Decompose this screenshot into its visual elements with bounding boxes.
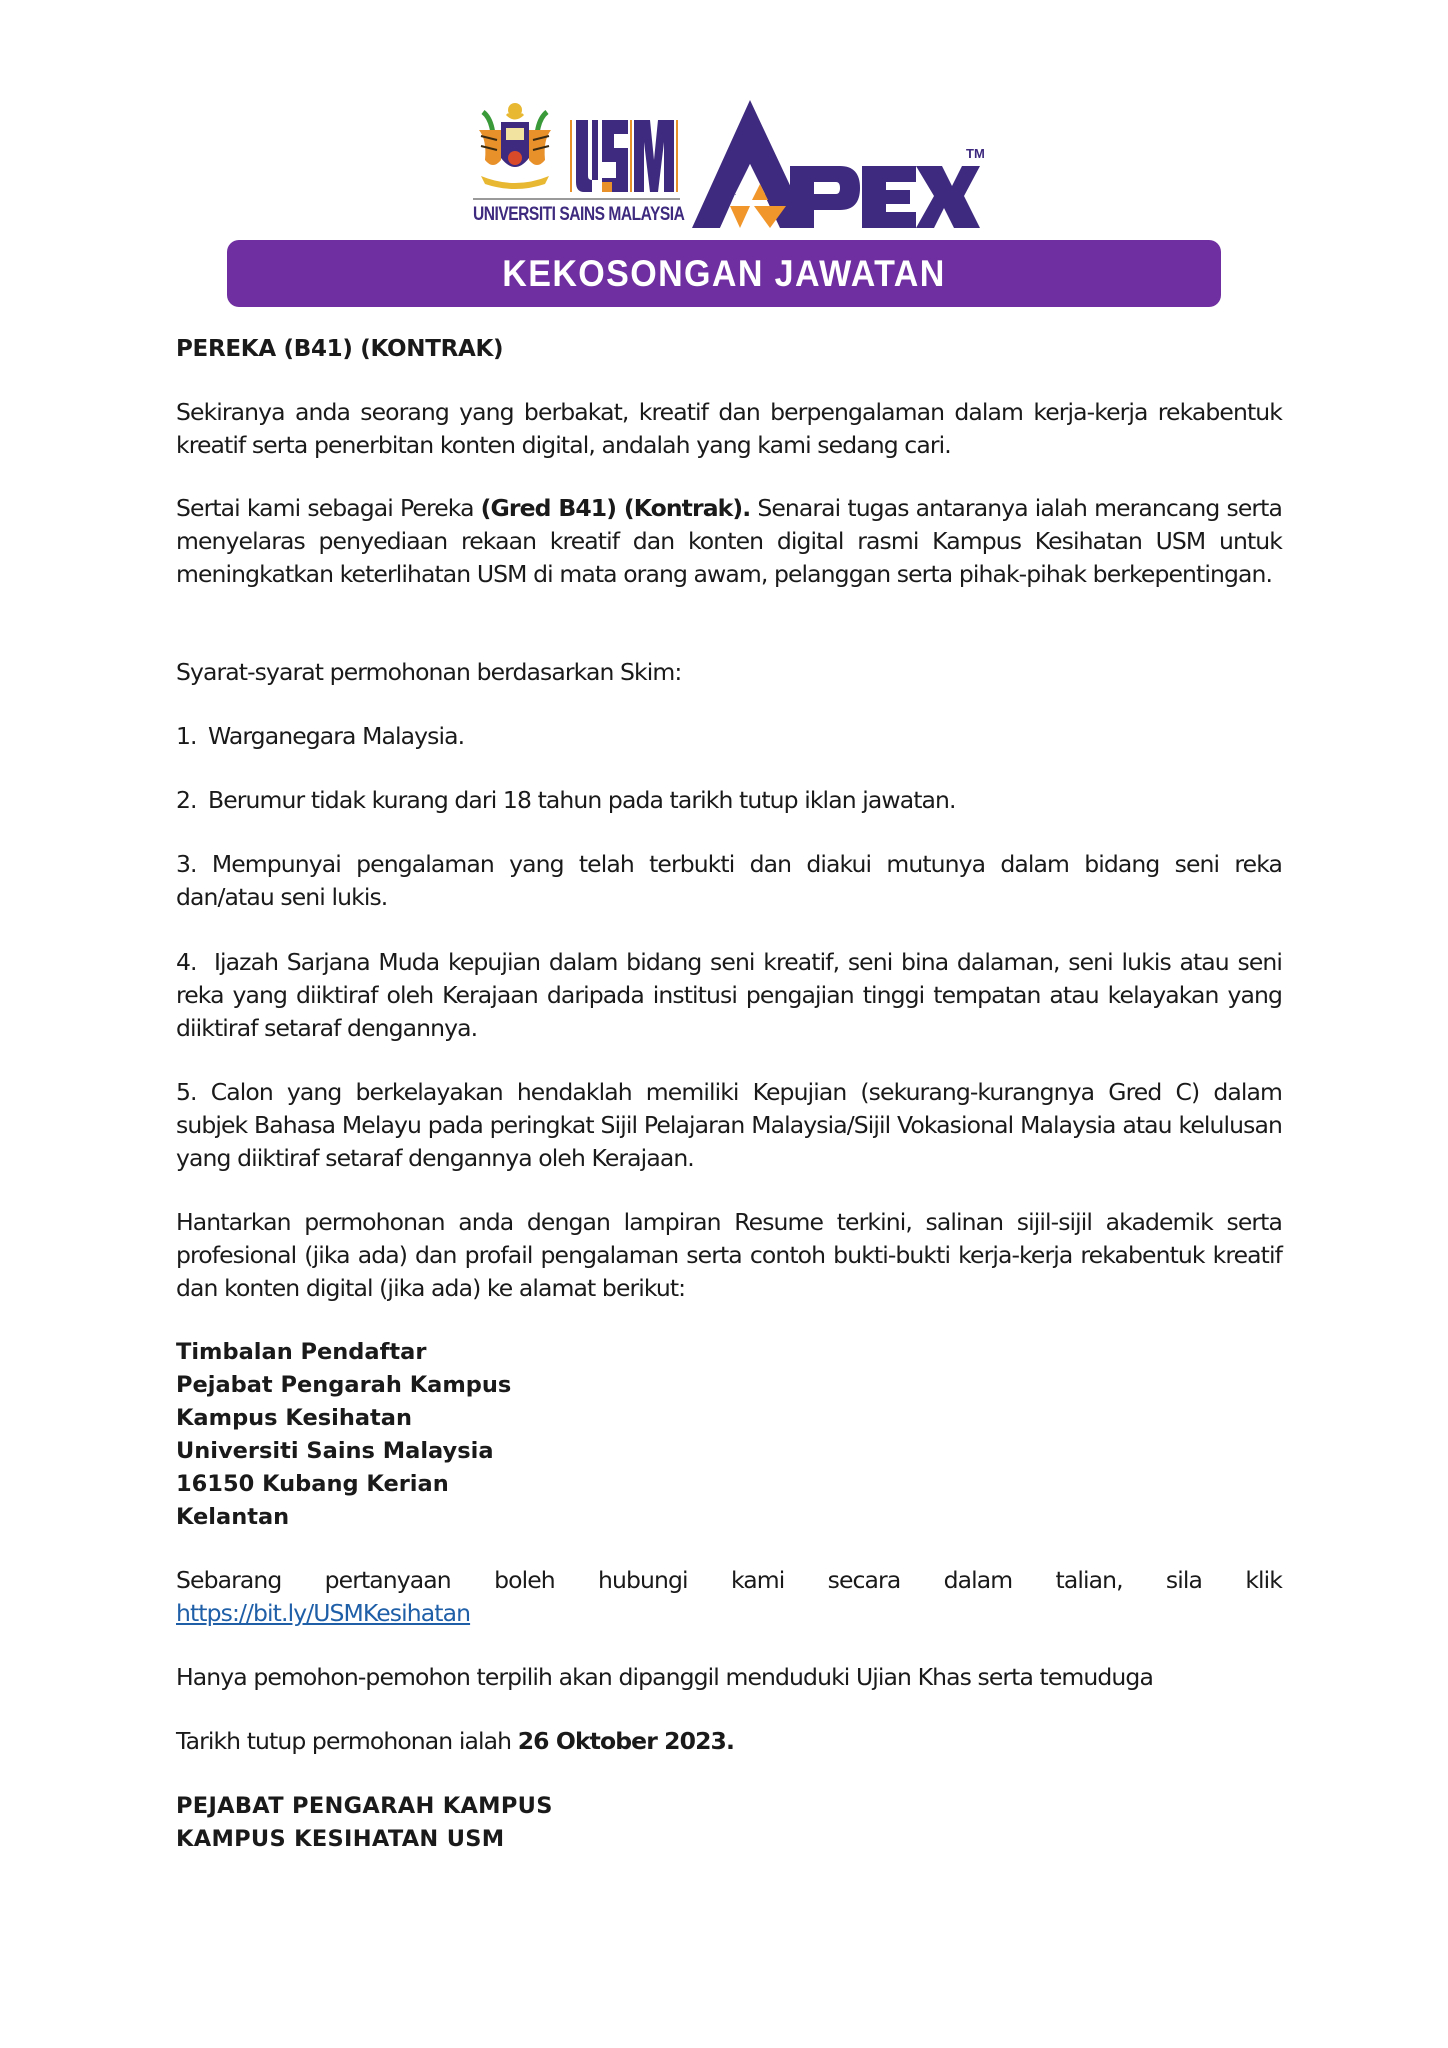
requirement-item	[176, 946, 1282, 1045]
inquiry-link[interactable]: https://bit.ly/USMKesihatan	[176, 1599, 471, 1627]
address-line: Kampus Kesihatan	[176, 1405, 412, 1431]
join-grade: (Gred B41) (Kontrak).	[480, 494, 751, 522]
submission-paragraph: Hantarkan permohonan anda dengan lampiran Resume terkini, salinan sijil-sijil akademik serta profesional (jika ada) dan profail pengalaman serta contoh bukti-bukti kerja-kerja rekabentuk kreatif dan konten digital (jika ada) ke alamat berikut:	[176, 1208, 1282, 1302]
requirement-number: 1.	[176, 722, 197, 750]
requirement-item	[176, 1076, 1282, 1175]
requirement-text: Berumur tidak kurang dari 18 tahun pada tarikh tutup iklan jawatan.	[208, 786, 956, 814]
requirement-text: Ijazah Sarjana Muda kepujian dalam bidang seni kreatif, seni bina dalaman, seni lukis atau seni reka yang diiktiraf oleh Kerajaan daripada institusi pengajian tinggi tempatan atau kelayakan yang diiktiraf setaraf dengannya.	[176, 948, 1283, 1042]
usm-crest-icon	[473, 100, 557, 192]
inquiry-link-line	[176, 1597, 1282, 1630]
closing-date: 26 Oktober 2023.	[517, 1727, 735, 1755]
shortlist-note: Hanya pemohon-pemohon terpilih akan dipanggil menduduki Ujian Khas serta temuduga	[176, 1663, 1153, 1691]
mailing-address	[176, 1336, 1282, 1534]
requirement-text: Calon yang berkelayakan hendaklah memiliki Kepujian (sekurang-kurangnya Gred C) dalam subjek Bahasa Melayu pada peringkat Sijil Pelajaran Malaysia/Sijil Vokasional Malaysia atau kelulusan yang diiktiraf setaraf dengannya oleh Kerajaan.	[176, 1078, 1282, 1172]
apex-logo-icon	[690, 96, 980, 232]
requirement-text: Mempunyai pengalaman yang telah terbukti dan diakui mutunya dalam bidang seni reka dan/atau seni lukis.	[176, 850, 1282, 911]
requirement-number: 3.	[176, 850, 197, 878]
closing-date-line	[176, 1725, 1282, 1758]
banner-title: KEKOSONGAN JAWATAN	[502, 252, 946, 294]
header-logos	[470, 96, 990, 236]
requirement-number: 2.	[176, 786, 197, 814]
signature-line: PEJABAT PENGARAH KAMPUS	[176, 1793, 553, 1819]
join-suffix: Senarai tugas antaranya ialah merancang serta menyelaras penyediaan rekaan kreatif dan konten digital rasmi Kampus Kesihatan USM untuk meningkatkan keterlihatan USM di mata orang awam, pelanggan serta pihak-pihak berkepentingan.	[176, 494, 1282, 588]
requirement-item	[176, 848, 1282, 914]
signature-block	[176, 1790, 1282, 1856]
usm-logo-icon	[570, 120, 678, 192]
requirement-number: 5.	[176, 1078, 197, 1106]
vacancy-banner	[227, 240, 1221, 307]
position-title: PEREKA (B41) (KONTRAK)	[176, 336, 504, 362]
requirement-item	[176, 720, 1282, 753]
requirement-text: Warganegara Malaysia.	[208, 722, 465, 750]
join-paragraph	[176, 492, 1282, 591]
university-name: UNIVERSITI SAINS MALAYSIA	[473, 204, 685, 225]
inquiry-text: Sebarang pertanyaan boleh hubungi kami secara dalam talian, sila klik	[176, 1566, 1282, 1594]
requirements-intro: Syarat-syarat permohonan berdasarkan Skim:	[176, 658, 682, 686]
signature-line: KAMPUS KESIHATAN USM	[176, 1826, 505, 1852]
join-prefix: Sertai kami sebagai Pereka	[176, 494, 481, 522]
address-line: Universiti Sains Malaysia	[176, 1438, 494, 1464]
logo-divider	[473, 198, 680, 200]
address-line: Pejabat Pengarah Kampus	[176, 1372, 512, 1398]
trademark-symbol: TM	[966, 146, 985, 161]
address-line: 16150 Kubang Kerian	[176, 1471, 449, 1497]
closing-prefix: Tarikh tutup permohonan ialah	[176, 1727, 518, 1755]
address-line: Timbalan Pendaftar	[176, 1339, 427, 1365]
address-line: Kelantan	[176, 1504, 290, 1530]
requirement-item	[176, 784, 1282, 817]
requirement-number: 4.	[176, 948, 197, 976]
intro-text: Sekiranya anda seorang yang berbakat, kreatif dan berpengalaman dalam kerja-kerja rekabentuk kreatif serta penerbitan konten digital, andalah yang kami sedang cari.	[176, 398, 1282, 459]
